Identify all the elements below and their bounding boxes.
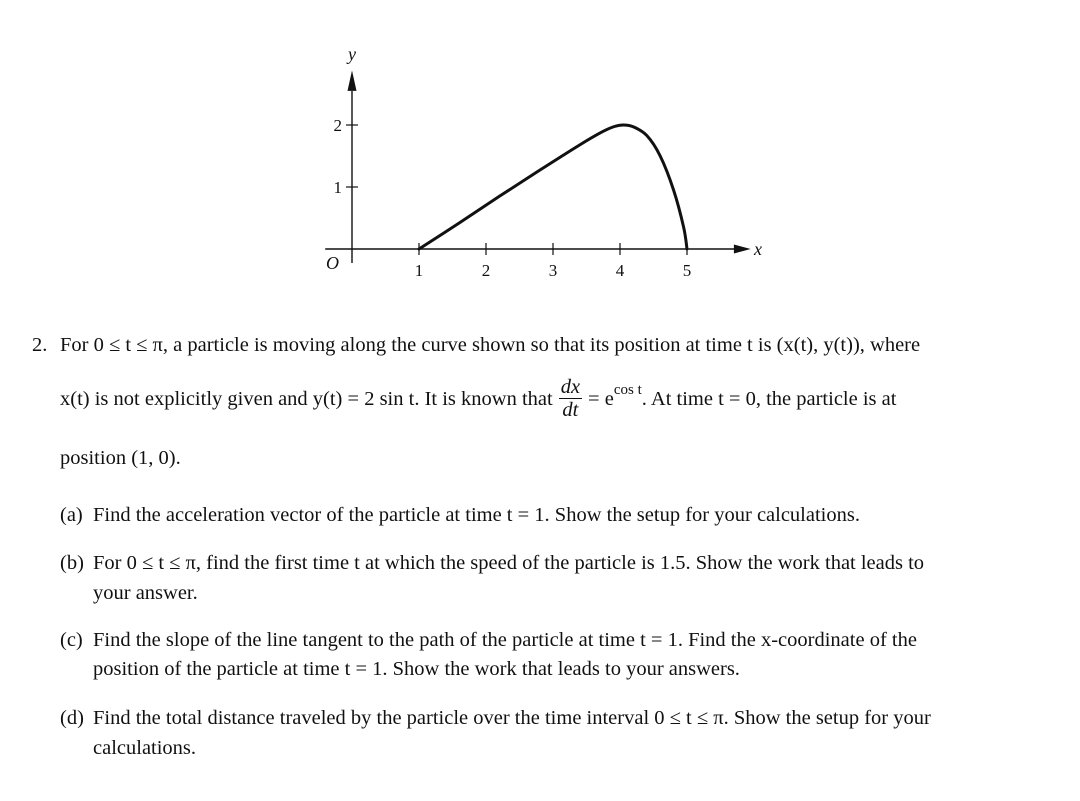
fraction-numerator: dx — [560, 376, 581, 398]
problem-intro-line-1: For 0 ≤ t ≤ π, a particle is moving along the curve shown so that its position at time t is (x(t), y(t)), where — [60, 334, 921, 356]
axes — [325, 70, 750, 263]
y-axis-label: y — [348, 44, 356, 65]
part-c-line-2: position of the particle at time t = 1. Show the work that leads to your answers. — [93, 658, 740, 680]
x-tick-label-4: 4 — [615, 261, 625, 280]
intro-line-2-after: . At time t = 0, the particle is at — [641, 388, 897, 411]
fraction-denominator: dt — [562, 399, 579, 421]
x-tick-label-1: 1 — [414, 261, 424, 280]
tick-marks — [346, 125, 687, 255]
part-d-line-1: Find the total distance traveled by the particle over the time interval 0 ≤ t ≤ π. Show the setup for your — [93, 707, 931, 729]
part-d-label: (d) — [60, 707, 84, 729]
problem-number: 2. — [32, 334, 48, 356]
equation-rhs: = e — [588, 388, 614, 411]
exponent: cos t — [613, 382, 642, 399]
y-tick-label-1: 1 — [333, 178, 342, 197]
x-axis-arrowhead — [734, 245, 751, 254]
particle-path-graph — [0, 0, 1080, 300]
tick-labels — [326, 44, 762, 280]
x-axis-label: x — [754, 239, 762, 259]
part-b-label: (b) — [60, 552, 84, 574]
origin-label: O — [326, 253, 339, 273]
part-a-line-1: Find the acceleration vector of the particle at time t = 1. Show the setup for your calculations. — [93, 504, 860, 526]
part-c-line-1: Find the slope of the line tangent to the path of the particle at time t = 1. Find the x-coordinate of the — [93, 629, 917, 651]
y-axis-arrowhead — [348, 70, 357, 90]
intro-line-2-text: x(t) is not explicitly given and y(t) = 2 sin t. It is known that — [60, 388, 553, 411]
part-c-label: (c) — [60, 629, 83, 651]
y-tick-label-2: 2 — [333, 116, 342, 135]
problem-intro-line-3: position (1, 0). — [60, 447, 181, 469]
part-d-line-2: calculations. — [93, 737, 197, 759]
x-tick-label-3: 3 — [548, 261, 558, 280]
part-b-line-1: For 0 ≤ t ≤ π, find the first time t at which the speed of the particle is 1.5. Show the work that leads to — [93, 552, 925, 574]
x-tick-label-2: 2 — [481, 261, 491, 280]
part-b-line-2: your answer. — [93, 582, 198, 604]
particle-curve — [419, 125, 687, 249]
problem-intro-line-2 — [60, 378, 896, 423]
x-tick-label-5: 5 — [682, 261, 692, 280]
dx-dt-fraction — [559, 376, 582, 421]
part-a-label: (a) — [60, 504, 83, 526]
